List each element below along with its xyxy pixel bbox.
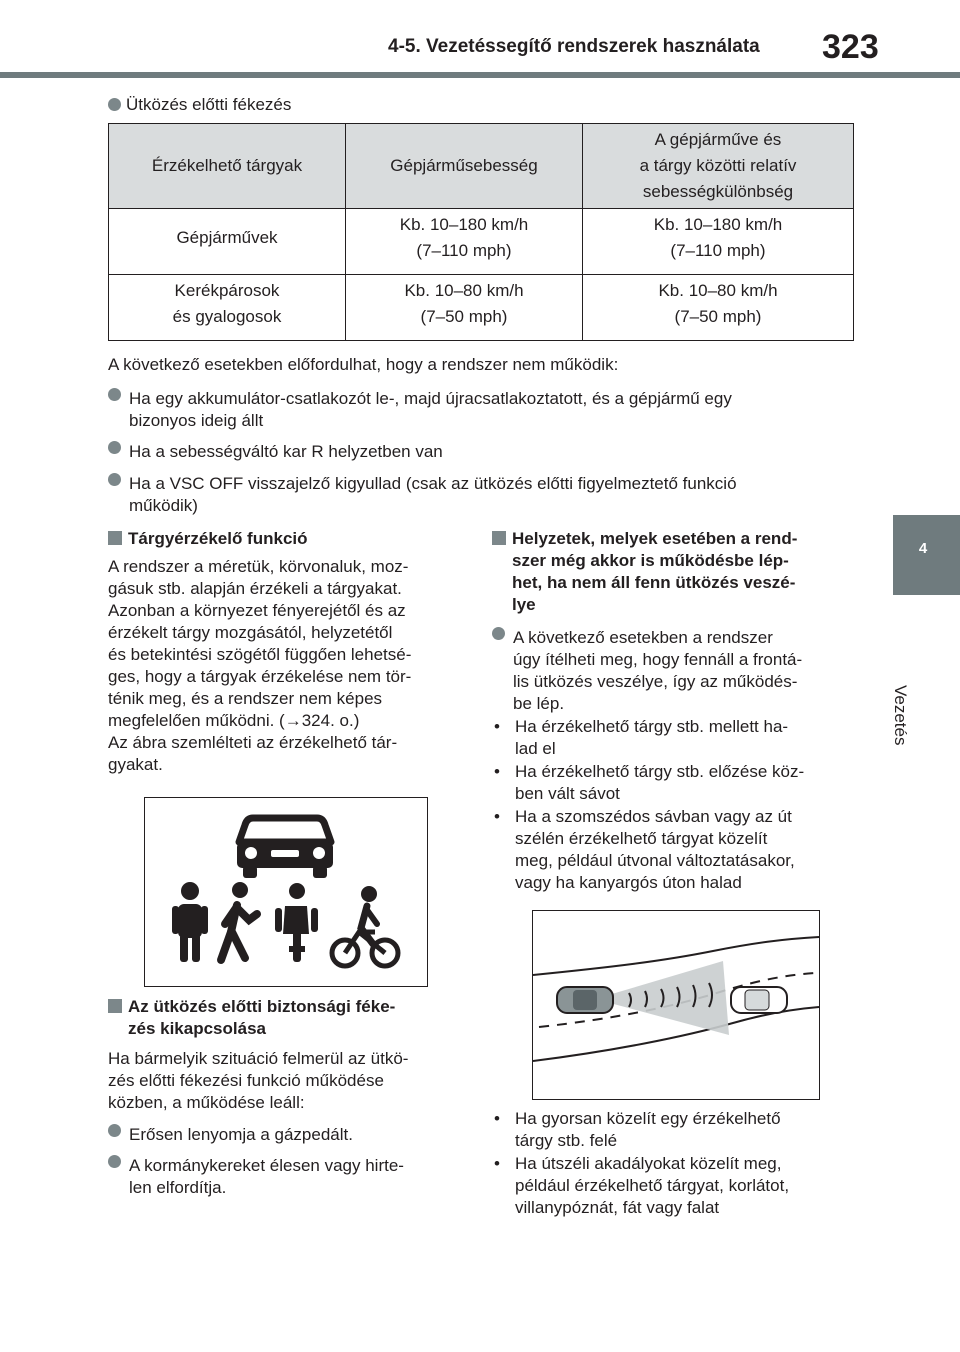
- section-heading-object-detection: Tárgyérzékelő funkció: [108, 528, 308, 550]
- car-icon: [237, 818, 333, 878]
- detectable-objects-figure: [144, 797, 428, 987]
- list-item: Ha a VSC OFF visszajelző kigyullad (csak az ütközés előtti figyelmeztető funkció működik): [108, 473, 868, 517]
- heading-square-icon: [492, 531, 506, 545]
- list-item: • Ha érzékelhető tárgy stb. előzése köz- ben vált sávot: [494, 762, 805, 803]
- bullet-dot-icon: [108, 441, 121, 454]
- list-item: • Ha útszéli akadályokat közelít meg, például érzékelhető tárgyat, korlátot, villanypóznát, fát vagy falat: [494, 1154, 790, 1217]
- table-cell: Kerékpárosok és gyalogosok: [109, 275, 346, 341]
- table-header-row: [109, 124, 854, 209]
- deactivation-body: Ha bármelyik szituáció felmerül az ütkö- zés előtti fékezési funkció működése közben, a működése leáll:: [108, 1049, 409, 1112]
- bullet-dot-icon: [108, 1124, 121, 1137]
- standing-pedestrian-icon: [172, 882, 208, 962]
- cyclist-front-icon: [275, 883, 318, 962]
- list-item: A kormánykereket élesen vagy hirte- len elfordítja.: [108, 1155, 468, 1199]
- running-header-title: 4-5. Vezetéssegítő rendszerek használata: [388, 36, 760, 57]
- section-heading-deactivation: Az ütközés előtti biztonsági féke- zés kikapcsolása: [108, 996, 395, 1040]
- cyclist-side-icon: [332, 886, 398, 966]
- sensor-beam: [595, 961, 729, 1035]
- bullet-dot-icon: [108, 473, 121, 486]
- table-header-relative: A gépjárműve és a tárgy közötti relatív sebességkülönbség: [583, 124, 854, 209]
- header-rule: [0, 72, 960, 78]
- curved-road-figure: [532, 910, 820, 1100]
- table-row: [109, 275, 854, 341]
- chapter-number: 4: [918, 540, 928, 557]
- list-item: • Ha érzékelhető tárgy stb. mellett ha- lad el: [494, 717, 789, 758]
- table-header-objects: Érzékelhető tárgyak: [109, 124, 346, 209]
- table-header-speed: Gépjárműsebesség: [346, 124, 583, 209]
- bullet-dot-icon: [108, 98, 121, 111]
- list-item: • Ha gyorsan közelít egy érzékelhető tárgy stb. felé: [494, 1109, 781, 1150]
- own-car-icon: [557, 987, 613, 1013]
- intro-bullet: [108, 94, 291, 116]
- bullet-dot-icon: [492, 627, 505, 640]
- table-row: [109, 209, 854, 275]
- table-cell: Kb. 10–180 km/h (7–110 mph): [346, 209, 583, 275]
- table-cell: Kb. 10–80 km/h (7–50 mph): [583, 275, 854, 341]
- heading-square-icon: [108, 999, 122, 1013]
- section-heading-false-activation: Helyzetek, melyek esetében a rend- szer még akkor is működésbe lép- het, ha nem áll fenn ütközés veszé- lye: [492, 528, 862, 616]
- chapter-label: Vezetés: [891, 685, 910, 746]
- table-cell: Gépjárművek: [109, 209, 346, 275]
- chapter-label-box: [891, 610, 928, 746]
- bullet-dot-icon: [108, 388, 121, 401]
- intro-bullet-text: Ütközés előtti fékezés: [126, 95, 292, 114]
- table-cell: Kb. 10–80 km/h (7–50 mph): [346, 275, 583, 341]
- list-item: Erősen lenyomja a gázpedált.: [108, 1124, 468, 1146]
- list-item: Ha a sebességváltó kar R helyzetben van: [108, 441, 868, 463]
- not-working-intro: A következő esetekben előfordulhat, hogy a rendszer nem működik:: [108, 355, 619, 374]
- bullet-dot-icon: [108, 1155, 121, 1168]
- page-number: 323: [822, 28, 879, 66]
- speed-table: [108, 123, 854, 341]
- target-car-icon: [731, 987, 787, 1013]
- object-detection-body: A rendszer a méretük, körvonaluk, moz- gásuk stb. alapján érzékeli a tárgyakat. Azonban a környezet fényerejétől és az érzékelt tárgy mozgásától, helyzetétől és betekintési szögétől függően lehetsé- ges, hogy a tárgyak érzékelése nem tör- ténik meg, és a rendszer nem képes megfelelően működni. (→324. o.) Az ábra szemlélteti az érzékelhető tár- gyakat.: [108, 557, 412, 774]
- table-cell: Kb. 10–180 km/h (7–110 mph): [583, 209, 854, 275]
- heading-square-icon: [108, 531, 122, 545]
- list-item: Ha egy akkumulátor-csatlakozót le-, majd újracsatlakoztatott, és a gépjármű egy bizonyos ideig állt: [108, 388, 868, 432]
- walking-pedestrian-icon: [221, 882, 257, 960]
- list-item: A következő esetekben a rendszer úgy ítélheti meg, hogy fennáll a frontá- lis ütközés veszélye, így az működés- be lép.: [492, 627, 862, 715]
- list-item: • Ha a szomszédos sávban vagy az út szélén érzékelhető tárgyat közelít meg, például útvonal változtatásakor, vagy ha kanyargós úton halad: [494, 807, 795, 892]
